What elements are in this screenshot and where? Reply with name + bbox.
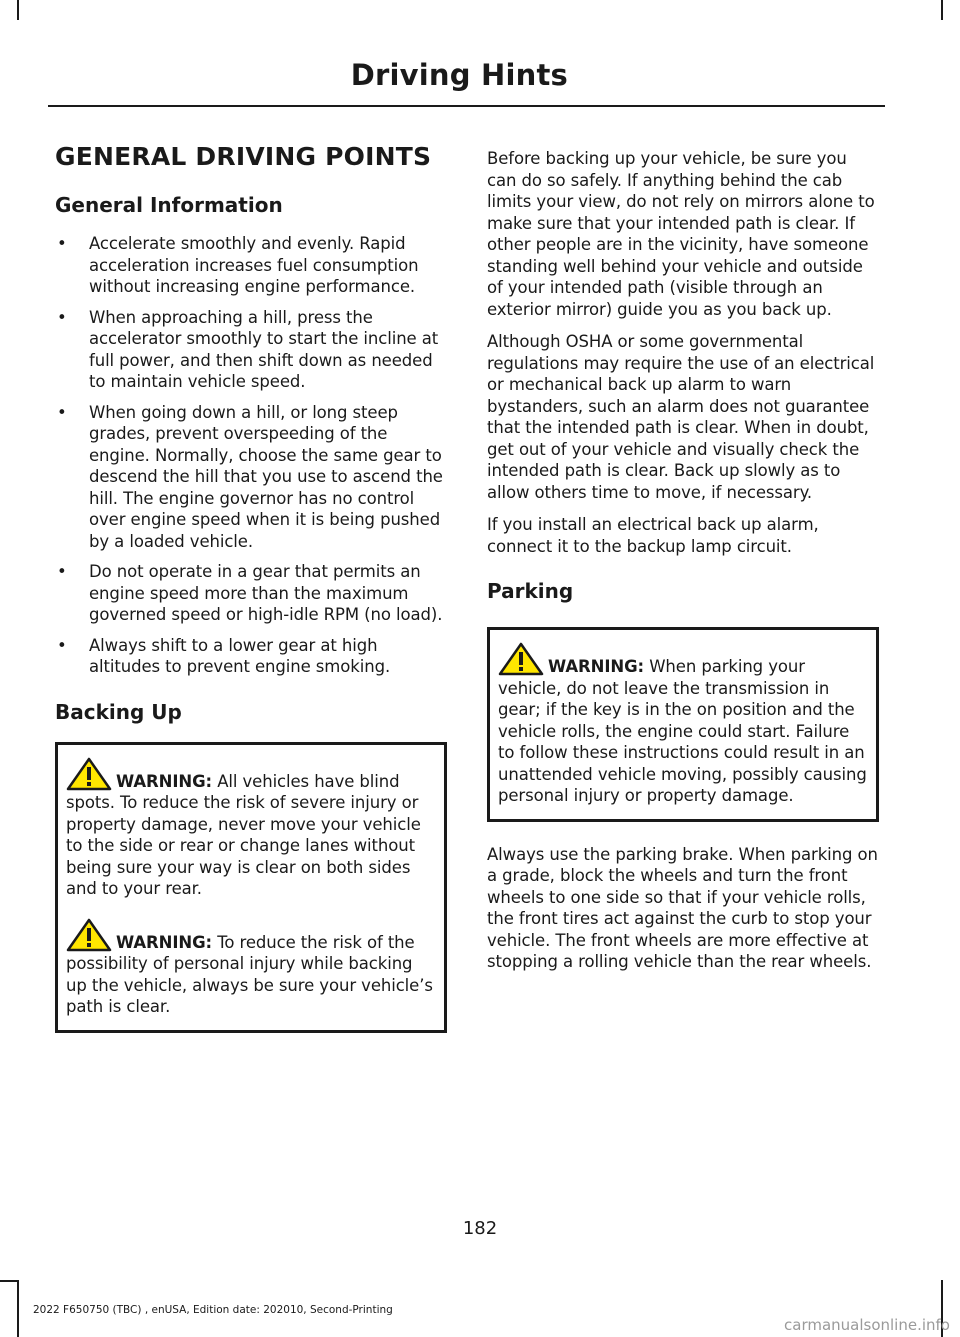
warning-paragraph — [498, 642, 868, 807]
parking-warning-box — [487, 627, 879, 822]
crop-mark-top-right — [941, 0, 943, 20]
warning-label: WARNING: — [116, 771, 213, 791]
list-item-text: When approaching a hill, press the accelerator smoothly to start the incline at full power, and then shift down as needed to maintain vehicle speed. — [89, 307, 439, 391]
crop-mark-bottom-left — [17, 1280, 19, 1337]
backing-up-heading: Backing Up — [55, 699, 182, 724]
list-item-text: Always shift to a lower gear at high altitudes to prevent engine smoking. — [89, 635, 391, 676]
crop-mark-top-left — [17, 0, 19, 20]
page-number: 182 — [462, 1218, 498, 1239]
parking-heading: Parking — [487, 579, 574, 603]
left-column — [55, 142, 447, 1055]
warning-label: WARNING: — [548, 657, 645, 676]
bullet-marker: • — [57, 402, 67, 422]
body-paragraph: If you install an electrical back up alarm, connect it to the backup lamp circuit. — [487, 515, 819, 556]
list-item — [55, 233, 447, 298]
header-divider — [48, 105, 885, 107]
warning-paragraph — [66, 918, 436, 1018]
body-paragraph: Always use the parking brake. When parking on a grade, block the wheels and turn the front wheels to one side so that if your vehicle rolls, the front tires act against the curb to stop your vehicle. The front wheels are more effective at stopping a rolling vehicle than the rear wheels. — [487, 844, 878, 971]
body-paragraph: Before backing up your vehicle, be sure you can do so safely. If anything behind the cab limits your view, do not rely on mirrors alone to make sure that your intended path is clear. If other people are in the vicinity, have someone standing well behind your vehicle and outside of your intended path (visible through an exterior mirror) guide you as you back up. — [487, 149, 875, 319]
list-item-text: Accelerate smoothly and evenly. Rapid acceleration increases fuel consumption without increasing engine performance. — [89, 234, 419, 296]
list-item — [55, 307, 447, 393]
edition-footer: 2022 F650750 (TBC) , enUSA, Edition date: 202010, Second-Printing — [33, 1304, 393, 1316]
list-item-text: When going down a hill, or long steep grades, prevent overspeeding of the engine. Normally, choose the same gear to descend the hill that you use to ascend the hill. The engine governor has no control over engine speed when it is being pushed by a loaded vehicle. — [89, 402, 443, 551]
list-item — [55, 561, 447, 626]
list-item-text: Do not operate in a gear that permits an engine speed more than the maximum governed speed or high-idle RPM (no load). — [89, 562, 443, 624]
section-title: GENERAL DRIVING POINTS — [55, 142, 432, 171]
bullet-marker: • — [57, 307, 67, 327]
bullet-marker: • — [57, 635, 67, 655]
warning-text: When parking your vehicle, do not leave the transmission in gear; if the key is in the on position and the vehicle rolls, the engine could start. Failure to follow these instructions could result in an unattended vehicle moving, possibly causing personal injury or property damage. — [498, 657, 867, 805]
warning-triangle-icon — [66, 757, 112, 791]
bullet-marker: • — [57, 234, 67, 253]
right-column — [487, 148, 879, 984]
general-information-heading: General Information — [55, 193, 283, 217]
watermark: carmanualsonline.info — [784, 1316, 950, 1334]
warning-text: All vehicles have blind spots. To reduce the risk of severe injury or property damage, never move your vehicle to the side or rear or change lanes without being sure your way is clear on both sides and to your rear. — [66, 771, 421, 898]
warning-text: To reduce the risk of the possibility of personal injury while backing up the vehicle, always be sure your vehicle’s path is clear. — [66, 932, 433, 1016]
crop-mark-bottom-left-h — [0, 1280, 19, 1282]
list-item — [55, 635, 447, 678]
warning-label: WARNING: — [116, 932, 213, 952]
backing-up-warning-box — [55, 742, 447, 1033]
body-paragraph: Although OSHA or some governmental regulations may require the use of an electrical or mechanical back up alarm to warn bystanders, such an alarm does not guarantee that the intended path is clear. When in doubt, get out of your vehicle and visually check the intended path is clear. Back up slowly as to allow others time to move, if necessary. — [487, 332, 875, 502]
warning-triangle-icon — [66, 918, 112, 952]
general-information-list — [55, 233, 447, 678]
warning-paragraph — [66, 757, 436, 900]
page-title: Driving Hints — [350, 58, 568, 92]
warning-triangle-icon — [498, 642, 544, 676]
list-item — [55, 402, 447, 553]
bullet-marker: • — [57, 562, 67, 581]
